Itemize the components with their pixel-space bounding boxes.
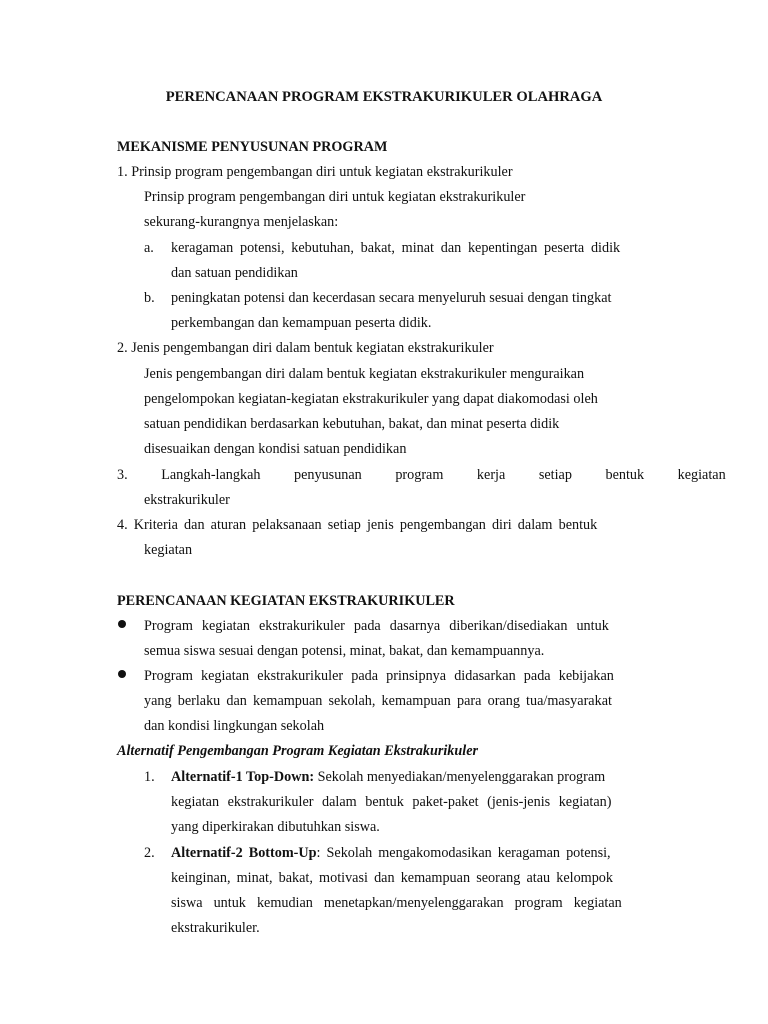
sublist-item-b-line2: perkembangan dan kemampuan peserta didik. bbox=[171, 315, 432, 331]
alt-item-2-label: Alternatif-2 Bottom-Up bbox=[171, 845, 317, 861]
alt-item-2-line3: siswa untuk kemudian menetapkan/menyelenggarakan program kegiatan bbox=[171, 895, 622, 911]
sublist-item-a-text: keragaman potensi, kebutuhan, bakat, minat dan kepentingan peserta didik bbox=[171, 240, 621, 256]
list-item-1: 1. Prinsip program pengembangan diri untuk kegiatan ekstrakurikuler bbox=[117, 164, 513, 180]
alt-item-1-line2: kegiatan ekstrakurikuler dalam bentuk paket-paket (jenis-jenis kegiatan) bbox=[171, 794, 612, 810]
sublist-item-b-line1: peningkatan potensi dan kecerdasan secara menyeluruh sesuai dengan tingkat bbox=[171, 290, 612, 306]
paragraph-line: satuan pendidikan berdasarkan kebutuhan, bakat, dan minat peserta didik bbox=[144, 416, 560, 432]
list-item-2: 2. Jenis pengembangan diri dalam bentuk kegiatan ekstrakurikuler bbox=[117, 340, 494, 356]
sublist-item-a-line1 bbox=[171, 239, 652, 257]
list-item-4: 4. Kriteria dan aturan pelaksanaan setiap jenis pengembangan diri dalam bentuk bbox=[117, 517, 598, 533]
paragraph-line: pengelompokan kegiatan-kegiatan ekstrakurikuler yang dapat diakomodasi oleh bbox=[144, 391, 598, 407]
list-item-3: 3. Langkah-langkah penyusunan program kerja setiap bentuk kegiatan bbox=[117, 467, 726, 483]
sublist-item-a-line2: dan satuan pendidikan bbox=[171, 265, 298, 281]
subheading-alternatif: Alternatif Pengembangan Program Kegiatan Ekstrakurikuler bbox=[117, 743, 479, 759]
bullet-item-1-line1: Program kegiatan ekstrakurikuler pada dasarnya diberikan/disediakan untuk bbox=[144, 618, 609, 634]
paragraph-line: Jenis pengembangan diri dalam bentuk kegiatan ekstrakurikuler menguraikan bbox=[144, 366, 585, 382]
paragraph-line: Prinsip program pengembangan diri untuk kegiatan ekstrakurikuler bbox=[144, 189, 526, 205]
paragraph-line: sekurang-kurangnya menjelaskan: bbox=[144, 214, 339, 230]
bullet-icon bbox=[118, 670, 126, 678]
alt-item-1-line3: yang diperkirakan dibutuhkan siswa. bbox=[171, 819, 380, 835]
alt-item-1-label: Alternatif-1 Top-Down: bbox=[171, 769, 315, 785]
bullet-item-2-line3: dan kondisi lingkungan sekolah bbox=[144, 718, 325, 734]
bullet-item-1-line2: semua siswa sesuai dengan potensi, minat, bakat, dan kemampuannya. bbox=[144, 643, 545, 659]
alt-marker-1: 1. bbox=[144, 769, 155, 785]
alt-item-2-text: : Sekolah mengakomodasikan keragaman potensi, bbox=[316, 845, 611, 861]
alt-item-2-line2: keinginan, minat, bakat, motivasi dan kemampuan seorang atau kelompok bbox=[171, 870, 613, 886]
alt-marker-2: 2. bbox=[144, 845, 155, 861]
sublist-marker-b: b. bbox=[144, 290, 155, 306]
section-heading-mekanisme: MEKANISME PENYUSUNAN PROGRAM bbox=[117, 139, 388, 155]
bullet-item-2-line2: yang berlaku dan kemampuan sekolah, kemampuan para orang tua/masyarakat bbox=[144, 693, 612, 709]
alt-item-2-line1 bbox=[171, 844, 611, 862]
list-item-4-cont: kegiatan bbox=[144, 542, 193, 558]
alt-item-1-text: Sekolah menyediakan/menyelenggarakan program bbox=[317, 769, 606, 785]
list-item-3-cont: ekstrakurikuler bbox=[144, 492, 230, 508]
section-heading-perencanaan: PERENCANAAN KEGIATAN EKSTRAKURIKULER bbox=[117, 593, 455, 609]
paragraph-line: disesuaikan dengan kondisi satuan pendidikan bbox=[144, 441, 407, 457]
sublist-marker-a: a. bbox=[144, 240, 154, 256]
bullet-icon bbox=[118, 620, 126, 628]
alt-item-2-line4: ekstrakurikuler. bbox=[171, 920, 260, 936]
bullet-item-2-line1: Program kegiatan ekstrakurikuler pada prinsipnya didasarkan pada kebijakan bbox=[144, 668, 614, 684]
alt-item-1-line1 bbox=[171, 768, 605, 786]
document-title: PERENCANAAN PROGRAM EKSTRAKURIKULER OLAHRAGA bbox=[165, 89, 603, 105]
